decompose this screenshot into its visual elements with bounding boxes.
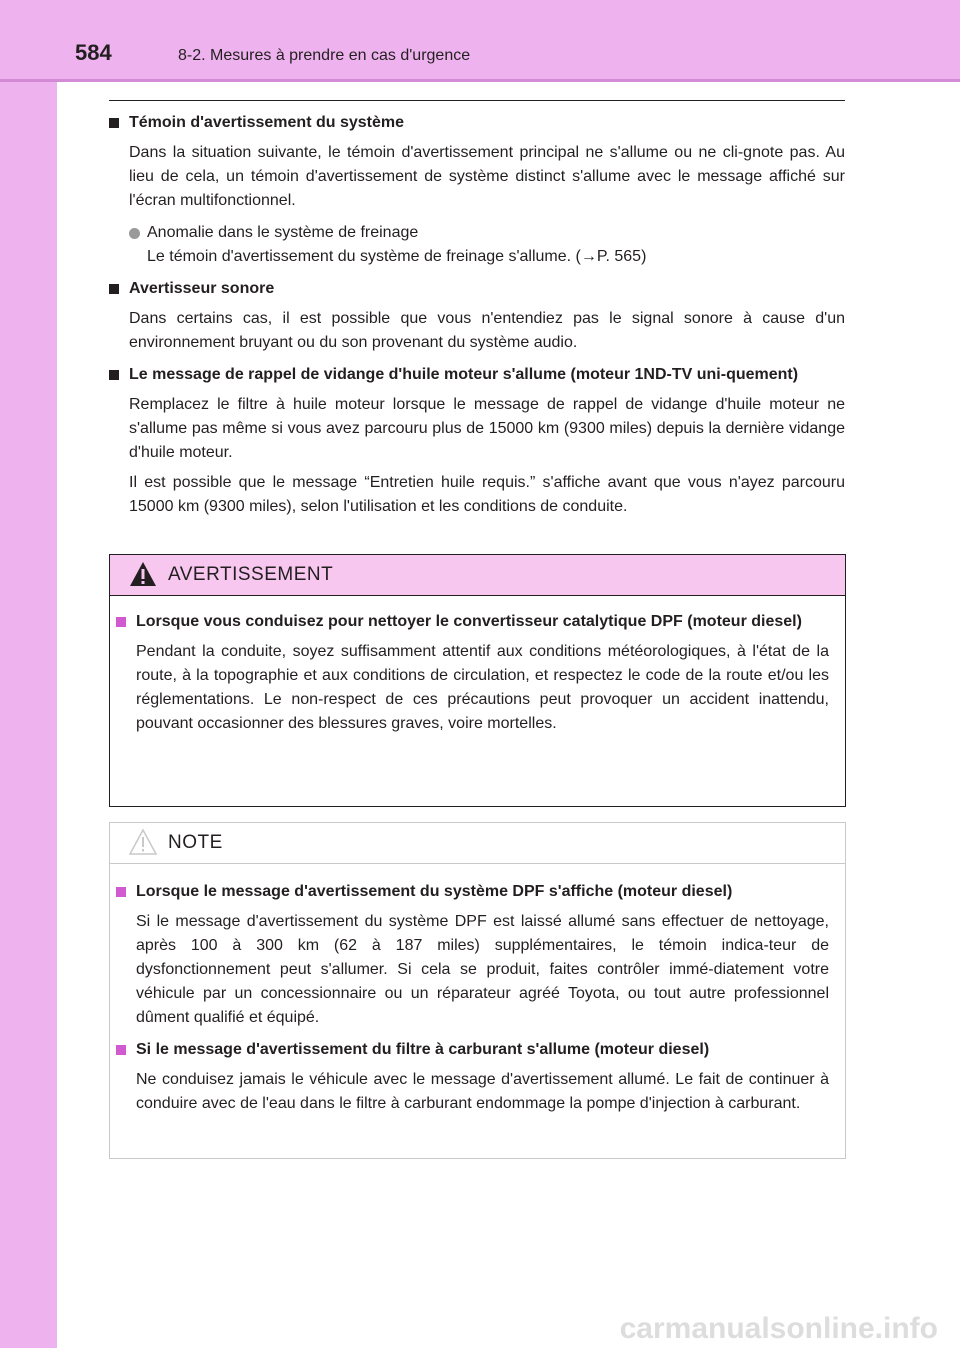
- heading-oil-reminder: Le message de rappel de vidange d'huile moteur s'allume (moteur 1ND-TV uni-quement): [109, 363, 845, 387]
- square-bullet-icon: [116, 1045, 126, 1055]
- square-bullet-icon: [109, 284, 119, 294]
- top-rule: [109, 100, 845, 101]
- page-number: 584: [75, 40, 112, 65]
- square-bullet-icon: [109, 370, 119, 380]
- paragraph: Remplacez le filtre à huile moteur lorsque le message de rappel de vidange d'huile moteur ne s'allume pas même si vous avez parcouru plus de 15000 km (9300 miles) depuis la dernière vidange d'huile moteur.: [129, 396, 845, 461]
- paragraph: Il est possible que le message “Entretien huile requis.” s'affiche avant que vous n'ayez parcouru 15000 km (9300 miles), selon l'utilisation et les conditions de conduite.: [129, 474, 845, 515]
- sidebar-band: [0, 0, 57, 1348]
- heading-buzzer: Avertisseur sonore: [109, 277, 845, 301]
- square-bullet-icon: [116, 887, 126, 897]
- warning-header: [110, 555, 845, 596]
- square-bullet-icon: [116, 617, 126, 627]
- note-box: [109, 822, 846, 1159]
- warning-box: [109, 554, 846, 807]
- paragraph: Dans la situation suivante, le témoin d'avertissement principal ne s'allume ou ne cli-gnote pas. Au lieu de cela, un témoin d'avertissement de système distinct s'allume avec le message affiché sur l'écran multifonctionnel.: [129, 144, 845, 209]
- note-heading-fuel-filter: Si le message d'avertissement du filtre à carburant s'allume (moteur diesel): [116, 1038, 829, 1062]
- caution-triangle-icon: [128, 828, 158, 856]
- warning-label: AVERTISSEMENT: [168, 564, 334, 585]
- section-title: 8-2. Mesures à prendre en cas d'urgence: [178, 47, 471, 64]
- watermark: carmanualsonline.info: [619, 1312, 938, 1345]
- list-item: Anomalie dans le système de freinage Le témoin d'avertissement du système de freinage s'allume. (→P. 565): [129, 221, 845, 269]
- main-content: [109, 111, 845, 519]
- square-bullet-icon: [109, 118, 119, 128]
- note-heading-dpf: Lorsque le message d'avertissement du système DPF s'affiche (moteur diesel): [116, 880, 829, 904]
- warning-heading: Lorsque vous conduisez pour nettoyer le convertisseur catalytique DPF (moteur diesel): [116, 610, 829, 634]
- note-header: [110, 823, 845, 864]
- note-text: Ne conduisez jamais le véhicule avec le message d'avertissement allumé. Le fait de continuer à conduire avec de l'eau dans le filtre à carburant endommage la pompe d'injection à carburant.: [136, 1071, 829, 1112]
- warning-triangle-icon: [128, 560, 158, 588]
- note-text: Si le message d'avertissement du système DPF est laissé allumé sans effectuer de nettoyage, après 100 à 300 km (62 à 187 miles) supplémentaires, le témoin indica-teur de dysfonctionnement peut s'allumer. Si cela se produit, faites contrôler immé-diatement votre véhicule par un concessionnaire ou un réparateur agréé Toyota, ou tout autre professionnel dûment qualifié et équipé.: [136, 913, 829, 1026]
- paragraph: Dans certains cas, il est possible que vous n'entendiez pas le signal sonore à cause d'un environnement bruyant ou du son provenant du système audio.: [129, 310, 845, 351]
- circle-bullet-icon: [129, 228, 140, 239]
- note-label: NOTE: [168, 832, 223, 853]
- header-divider: [0, 79, 960, 82]
- warning-text: Pendant la conduite, soyez suffisamment attentif aux conditions météorologiques, à l'état de la route, à la topographie et aux conditions de circulation, et respectez le code de la route et/ou les réglementations. Le non-respect de ces précautions peut provoquer un accident inattendu, pouvant occasionner des blessures graves, voire mortelles.: [136, 643, 829, 732]
- header-band: [0, 0, 960, 82]
- heading-system-warning: Témoin d'avertissement du système: [109, 111, 845, 135]
